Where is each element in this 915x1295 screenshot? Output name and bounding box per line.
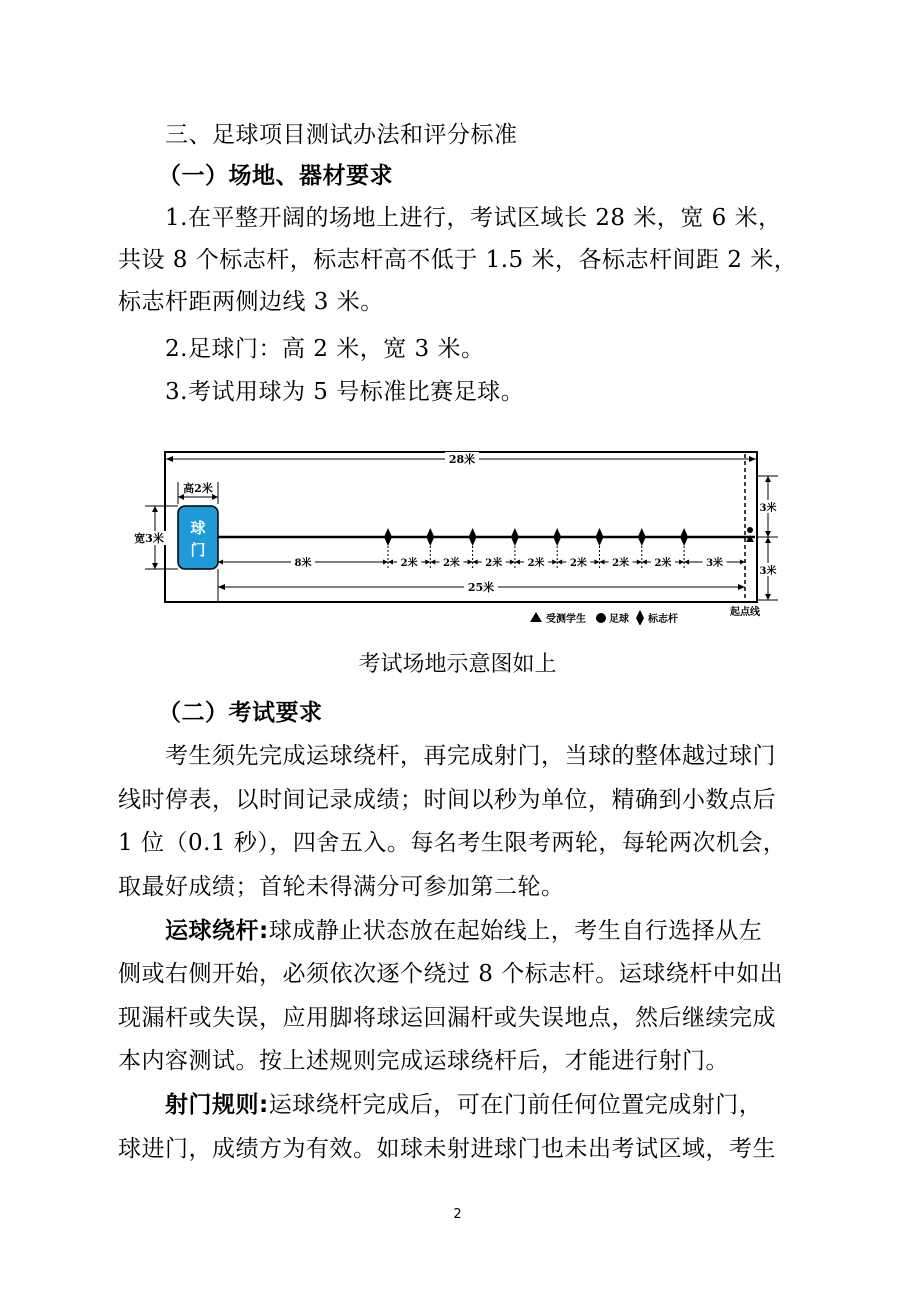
arrow-head: [679, 560, 684, 565]
subheading-venue: （一）场地、器材要求: [158, 163, 393, 189]
paragraph-line: 3.考试用球为 5 号标准比赛足球。: [165, 379, 525, 405]
lead-shoot: 射门规则:: [165, 1092, 269, 1118]
arrow-head: [152, 506, 158, 512]
paragraph-line: 侧或右侧开始，必须依次逐个绕过 8 个标志杆。运球绕杆中如出: [118, 961, 784, 987]
arrow-head: [510, 560, 515, 565]
paragraph-dribble-first: [165, 910, 808, 952]
label-25m: 25米: [467, 581, 495, 594]
arrow-head: [765, 594, 771, 600]
lead-dribble: 运球绕杆:: [165, 918, 269, 944]
spacing-dimensions: [218, 546, 745, 569]
paragraph-line: 1 位（0.1 秒），四舍五入。每名考生限考两轮，每轮两次机会，: [118, 830, 787, 856]
legend-pole: 标志杆: [648, 614, 678, 625]
spacing-label: 2米: [485, 558, 503, 569]
arrow-head: [765, 531, 771, 537]
arrow-head: [468, 560, 473, 565]
spacing-label: 2米: [612, 558, 630, 569]
arrow-head: [738, 584, 745, 590]
label-side-top: 3米: [759, 503, 777, 514]
marker-pole: [680, 528, 688, 546]
ball-marker: [747, 527, 753, 533]
arrow-head: [595, 560, 600, 565]
paragraph-line: 取最好成绩；首轮未得满分可参加第二轮。: [118, 874, 565, 900]
marker-pole: [384, 528, 392, 546]
arrow-head: [473, 560, 478, 565]
spacing-label: 2米: [527, 558, 545, 569]
goal-label-line1: 球: [190, 519, 206, 537]
arrow-head: [684, 560, 689, 565]
spacing-label: 2米: [442, 558, 460, 569]
arrow-head: [600, 560, 605, 565]
marker-pole: [426, 528, 434, 546]
marker-pole: [638, 528, 646, 546]
arrow-head: [152, 563, 158, 569]
arrow-head: [388, 560, 393, 565]
legend-triangle-icon: [530, 612, 542, 622]
arrow-head: [637, 560, 642, 565]
marker-pole: [553, 528, 561, 546]
paragraph-line: 球进门，成绩方为有效。如球未射进球门也未出考试区域，考生: [118, 1136, 776, 1162]
page-number: 2: [453, 1207, 462, 1222]
subheading-requirements: （二）考试要求: [158, 700, 323, 726]
field-boundary: [165, 452, 757, 602]
paragraph-text: 运球绕杆完成后，可在门前任何位置完成射门，: [268, 1092, 763, 1118]
paragraph-text: 球成静止状态放在起始线上，考生自行选择从左: [268, 918, 763, 944]
spacing-label: 2米: [400, 558, 418, 569]
diagram-caption: 考试场地示意图如上: [358, 652, 557, 677]
label-28m: 28米: [448, 453, 476, 466]
spacing-label: 2米: [654, 558, 672, 569]
arrow-head: [515, 560, 520, 565]
label-side-bottom: 3米: [759, 566, 777, 577]
arrow-head: [166, 456, 173, 462]
paragraph-line: 考生须先完成运球绕杆，再完成射门，当球的整体越过球门: [165, 743, 776, 769]
arrow-head: [552, 560, 557, 565]
label-start-line: 起点线: [730, 607, 760, 618]
arrow-head: [212, 494, 218, 500]
paragraph-line: 线时停表，以时间记录成绩；时间以秒为单位，精确到小数点后: [118, 787, 776, 813]
legend-ball: 足球: [609, 614, 629, 625]
arrow-head: [383, 560, 388, 565]
marker-pole: [469, 528, 477, 546]
paragraph-line: 共设 8 个标志杆，标志杆高不低于 1.5 米，各标志杆间距 2 米，: [118, 247, 798, 273]
section-heading: 三、足球项目测试办法和评分标准: [165, 122, 518, 148]
marker-pole: [511, 528, 519, 546]
spacing-label: 8米: [294, 558, 312, 569]
goal-label-line2: 门: [190, 541, 206, 559]
marker-pole: [596, 528, 604, 546]
arrow-head: [557, 560, 562, 565]
paragraph-shoot-first: [165, 1084, 808, 1126]
paragraph-line: 2.足球门：高 2 米，宽 3 米。: [165, 336, 485, 362]
legend-student: 受测学生: [546, 614, 586, 625]
paragraph-line: 现漏杆或失误，应用脚将球运回漏杆或失误地点，然后继续完成: [118, 1005, 776, 1031]
arrow-head: [430, 560, 435, 565]
paragraph-line: 标志杆距两侧边线 3 米。: [118, 289, 384, 315]
label-goal-height: 高2米: [183, 482, 213, 495]
paragraph-line: 1.在平整开阔的场地上进行，考试区域长 28 米，宽 6 米，: [165, 205, 782, 231]
legend-pole-icon: [636, 610, 644, 625]
paragraph-line: 本内容测试。按上述规则完成运球绕杆后，才能进行射门。: [118, 1048, 729, 1074]
arrow-head: [425, 560, 430, 565]
arrow-head: [642, 560, 647, 565]
legend-ball-icon: [596, 613, 606, 623]
field-diagram: [100, 440, 790, 625]
label-goal-width: 宽3米: [134, 532, 164, 545]
arrow-head: [749, 456, 756, 462]
arrow-head: [218, 584, 225, 590]
arrow-head: [765, 537, 771, 543]
arrow-head: [765, 476, 771, 482]
goal-box: [178, 506, 218, 569]
spacing-label: 3米: [706, 558, 724, 569]
spacing-label: 2米: [569, 558, 587, 569]
